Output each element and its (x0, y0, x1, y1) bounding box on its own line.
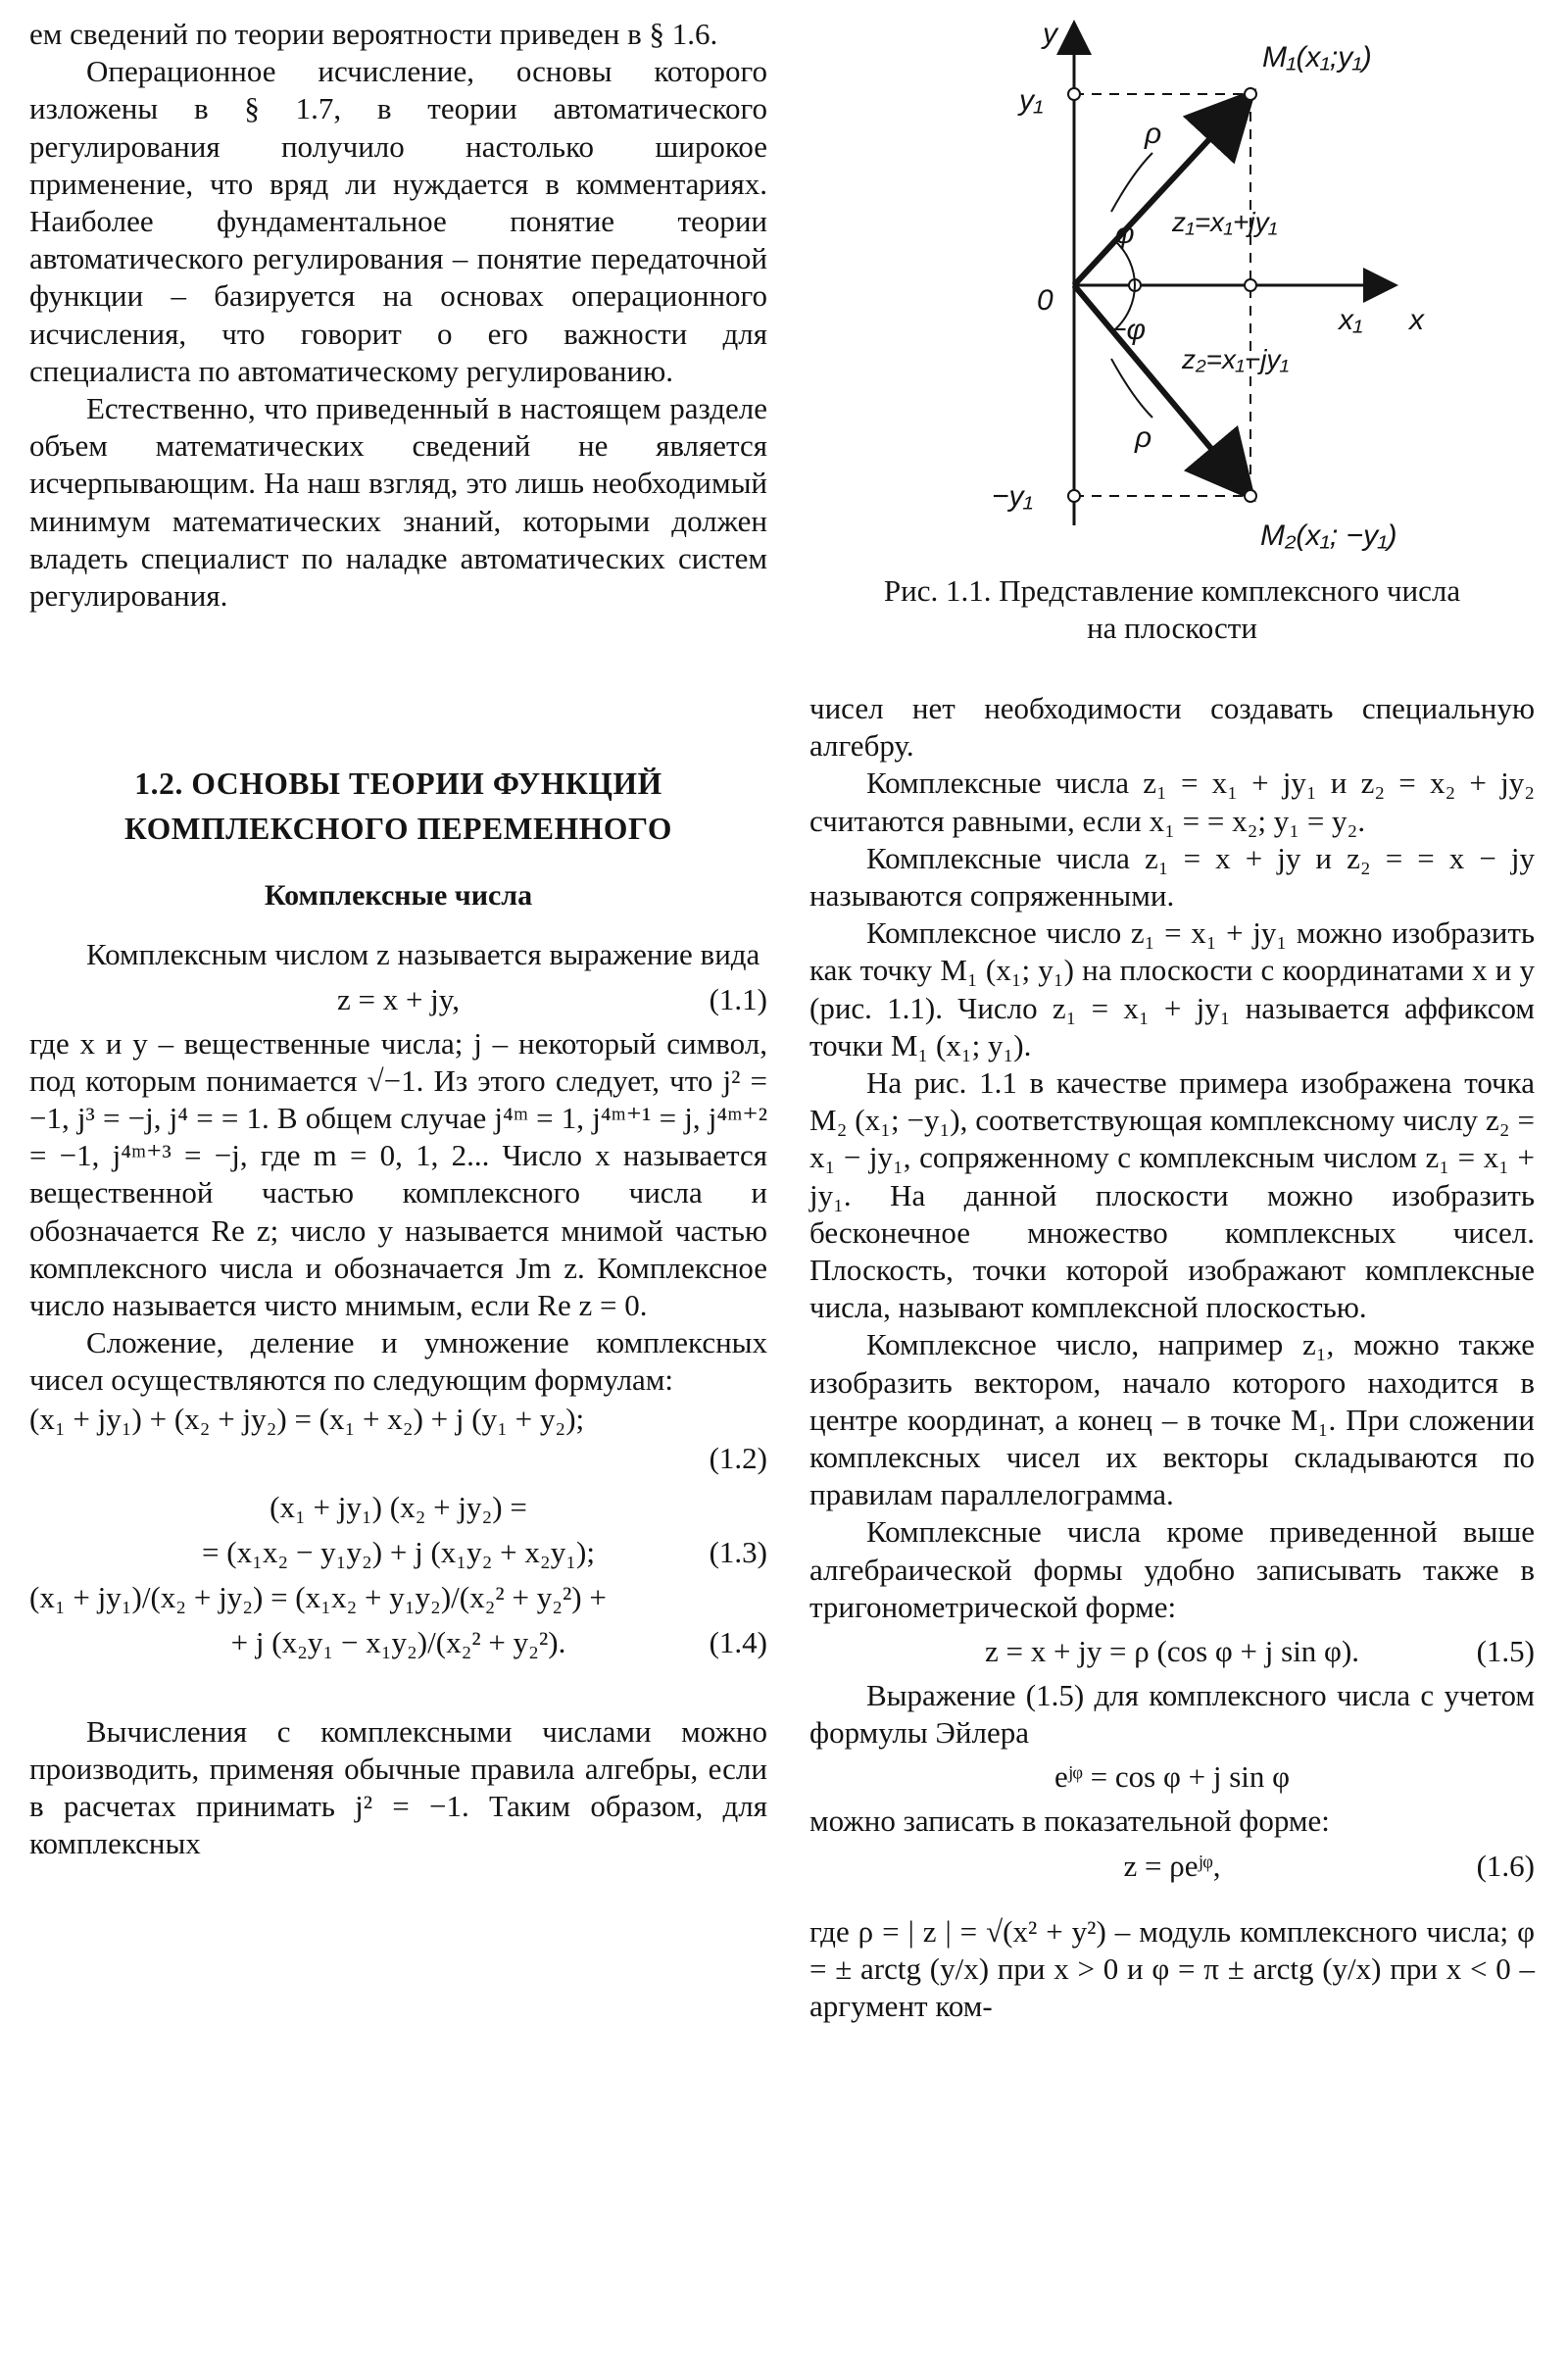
vector-z2 (1074, 285, 1249, 493)
equation-1-3-line2 (29, 1533, 767, 1572)
equation-1-2-body: (x₁ + jy₁) + (x₂ + jy₂) = (x₁ + x₂) + j (y₁ + y₂); (29, 1401, 585, 1436)
paragraph-operational-calculus: Операционное исчисление, основы которого изложены в § 1.7, в теории автоматического регулирования получило настолько широкое применение, что вряд ли нуждается в комментариях. Наиболее фундаментальное понятие теории автоматического регулирования – понятие передаточной функции – базируется на основах операционного исчисления, что говорит о его важности для специалиста по автоматическому регулированию. (29, 54, 767, 388)
paragraph-definition: Комплексным числом z называется выражение вида (86, 937, 760, 972)
equation-1-1-number: (1.1) (709, 981, 767, 1016)
paragraph-trig-form: Комплексные числа кроме приведенной выше алгебраической формы удобно записывать также в тригонометрической форме: (809, 1514, 1535, 1624)
equation-1-4-line1 (29, 1578, 767, 1617)
rho-bottom-label: ρ (1135, 421, 1152, 454)
equation-1-2 (29, 1400, 767, 1439)
equation-1-5 (809, 1632, 1535, 1671)
euler-formula (809, 1757, 1535, 1797)
figure-caption-line2: на плоскости (1087, 611, 1257, 645)
equation-1-4-number: (1.4) (709, 1624, 767, 1659)
figure-caption-line1: Рис. 1.1. Представление комплексного числа (883, 573, 1461, 608)
paragraph-real-imag: где x и y – вещественные числа; j – некоторый символ, под которым понимается √−1. Из этого следует, что j² = −1, j³ = −j, j⁴ = = 1. В общем случае j⁴ᵐ = 1, j⁴ᵐ⁺¹ = j, j⁴ᵐ⁺² = −1, j⁴ᵐ⁺³ = −j, где m = 0, 1, 2... Число x называется вещественной частью комплексного числа и обозначается Re z; число y называется мнимой частью комплексного числа и обозначается Jm z. Комплексное число называется чисто мнимым, если Re z = 0. (29, 1025, 767, 1323)
neg-phi-label: −φ (1109, 314, 1147, 346)
section-title-line1: 1.2. ОСНОВЫ ТЕОРИИ ФУНКЦИЙ (134, 766, 662, 802)
neg-y1-label: −y₁ (992, 480, 1033, 513)
origin-label: 0 (1037, 284, 1054, 317)
x1-label: x₁ (1339, 304, 1363, 336)
equation-1-2-number: (1.2) (709, 1440, 767, 1475)
equation-1-4-body-b: + j (x₂y₁ − x₁y₂)/(x₂² + y₂²). (230, 1624, 566, 1659)
point-neg-y1 (1068, 490, 1080, 502)
rho-brace-top (1111, 153, 1152, 212)
axis-x-label: x (1409, 304, 1424, 336)
equation-1-3-body-a: (x₁ + jy₁) (x₂ + jy₂) = (270, 1489, 527, 1524)
point-y1 (1068, 88, 1080, 100)
paragraph-modulus: где ρ = | z | = √(x² + y²) – модуль комплексного числа; φ = ± arctg (y/x) при x > 0 и φ = π ± arctg (y/x) при x < 0 – аргумент ком- (809, 1913, 1535, 2024)
M2-label: M₂(x₁; −y₁) (1260, 519, 1397, 552)
point-M2 (1245, 490, 1256, 502)
subsection-title: Комплексные числа (264, 879, 533, 913)
equation-1-5-number: (1.5) (1476, 1634, 1535, 1669)
figure-caption (809, 572, 1535, 647)
axis-y-label: y (1043, 18, 1057, 50)
y1-label: y₁ (1019, 84, 1044, 117)
paragraph-conjugate: Комплексные числа z₁ = x + jy и z₂ = = x − jy называются сопряженными. (809, 840, 1535, 914)
equation-1-4-line2 (29, 1623, 767, 1662)
point-x1 (1245, 279, 1256, 291)
paragraph-operations: Сложение, деление и умножение комплексных чисел осуществляются по следующим формулам: (29, 1325, 767, 1398)
paragraph-euler-intro: Выражение (1.5) для комплексного числа с учетом формулы Эйлера (809, 1678, 1535, 1751)
equation-1-5-body: z = x + jy = ρ (cos φ + j sin φ). (984, 1634, 1360, 1669)
paragraph-equal-numbers: Комплексные числа z₁ = x₁ + jy₁ и z₂ = x₂ + jy₂ считаются равными, если x₁ = = x₂; y₁ = y₂. (809, 766, 1535, 838)
paragraph-example: На рис. 1.1 в качестве примера изображена точка M₂ (x₁; −y₁), соответствующая комплексному числу z₂ = x₁ − jy₁, сопряженному с комплексным числом z₁ = x₁ + jy₁. На данной плоскости можно изобразить бесконечное множество комплексных чисел. Плоскость, точки которой изображают комплексные числа, называют комплексной плоскостью. (809, 1065, 1535, 1325)
euler-formula-body: eʲᵠ = cos φ + j sin φ (1054, 1759, 1291, 1795)
paragraph-no-special-algebra: чисел нет необходимости создавать специальную алгебру. (809, 691, 1535, 764)
equation-1-6 (809, 1847, 1535, 1886)
paragraph-point-plane: Комплексное число z₁ = x₁ + jy₁ можно изобразить как точку M₁ (x₁; y₁) на плоскости с координатами x и y (рис. 1.1). Число z₁ = x₁ + jy₁ называется аффиксом точки M₁ (x₁; y₁). (809, 915, 1535, 1062)
equation-1-3-line1 (29, 1488, 767, 1527)
rho-top-label: ρ (1145, 118, 1162, 150)
equation-1-6-number: (1.6) (1476, 1848, 1535, 1883)
equation-1-3-body-b: = (x₁x₂ − y₁y₂) + j (x₁y₂ + x₂y₁); (202, 1534, 595, 1569)
equation-1-1 (29, 980, 767, 1019)
section-title (29, 762, 767, 852)
paragraph-intro-end: ем сведений по теории вероятности приведен в § 1.6. (29, 17, 718, 51)
paragraph-scope: Естественно, что приведенный в настоящем разделе объем математических сведений не является исчерпывающим. На наш взгляд, это лишь необходимый минимум математических знаний, которыми должен владеть специалист по наладке автоматических систем регулирования. (29, 391, 767, 614)
M1-label: M₁(x₁;y₁) (1262, 41, 1372, 74)
left-column (29, 16, 767, 1863)
paragraph-exp-form: можно записать в показательной форме: (809, 1803, 1330, 1839)
z2-label: z₂=x₁−jy₁ (1182, 344, 1290, 374)
equation-1-3-number: (1.3) (709, 1534, 767, 1569)
section-title-line2: КОМПЛЕКСНОГО ПЕРЕМЕННОГО (124, 812, 672, 847)
paragraph-computations: Вычисления с комплексными числами можно производить, применяя обычные правила алгебры, если в расчетах принимать j² = −1. Таким образом, для комплексных (29, 1713, 767, 1861)
phi-label: φ (1115, 218, 1135, 250)
paragraph-vector: Комплексное число, например z₁, можно также изобразить вектором, начало которого находится в центре координат, а конец – в точке M₁. При сложении комплексных чисел их векторы складываются по правилам параллелограмма. (809, 1327, 1535, 1512)
right-column (809, 16, 1535, 2025)
point-M1 (1245, 88, 1256, 100)
complex-plane-figure (858, 16, 1446, 565)
equation-1-6-body: z = ρeʲᵠ, (1123, 1848, 1221, 1883)
equation-1-4-body-a: (x₁ + jy₁)/(x₂ + jy₂) = (x₁x₂ + y₁y₂)/(x₂² + y₂²) + (29, 1579, 607, 1614)
z1-label: z₁=x₁+jy₁ (1172, 207, 1278, 237)
equation-1-1-body: z = x + jy, (336, 981, 461, 1016)
